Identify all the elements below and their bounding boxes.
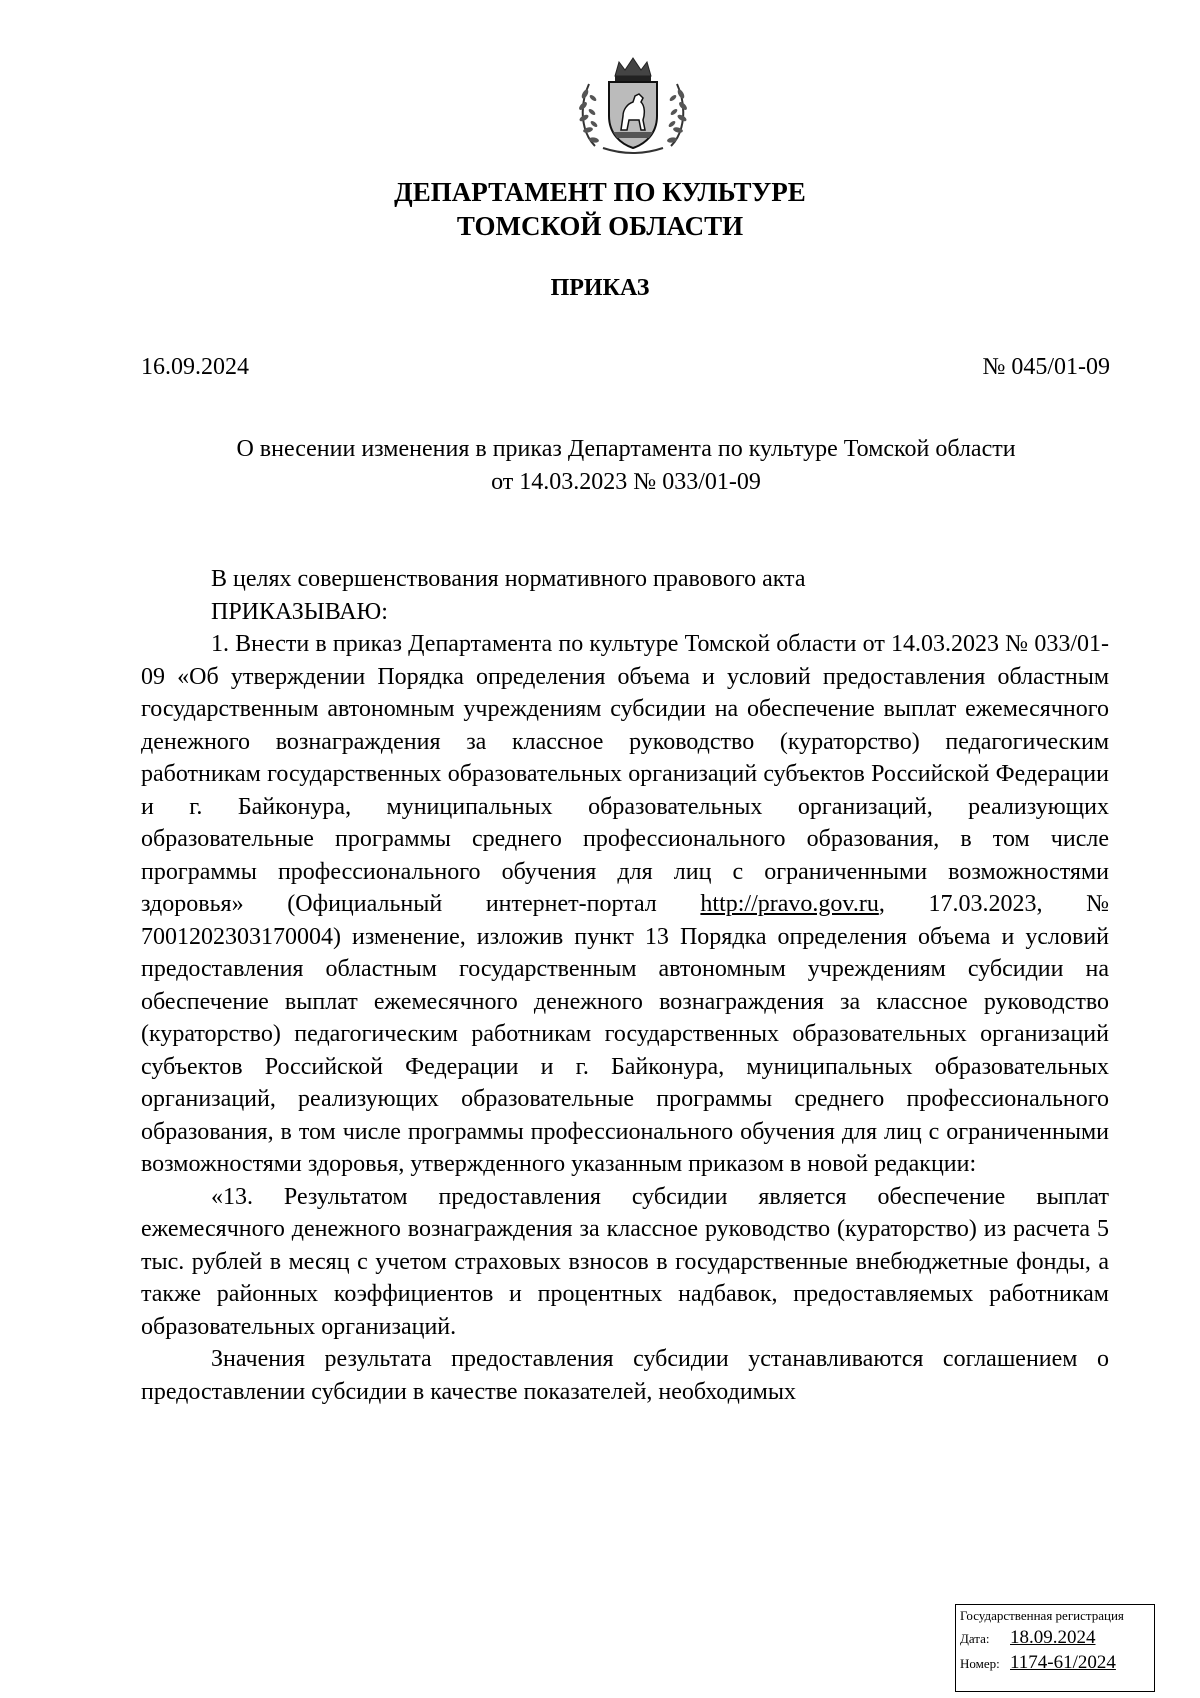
organization-title-line2: ТОМСКОЙ ОБЛАСТИ — [456, 211, 744, 241]
registration-date-value: 18.09.2024 — [1010, 1627, 1096, 1648]
registration-title: Государственная регистрация — [960, 1608, 1124, 1623]
registration-number-row — [960, 1652, 1150, 1674]
document-date: 16.09.2024 — [141, 354, 249, 380]
registration-stamp — [955, 1604, 1155, 1692]
registration-number-value: 1174-61/2024 — [1010, 1652, 1116, 1673]
item-1-text-end: , 17.03.2023, № 7001202303170004) изменение, изложив пункт 13 Порядка определения объема и условий предоставления областным государственным автономным учреждениям субсидии на обеспечение выплат ежемесячного денежного вознаграждения за классное руководство (кураторство) педагогическим работникам государственных образовательных организаций субъектов Российской Федерации и г. Байконура, муниципальных образовательных организаций, реализующих образовательные программы среднего профессионального образования, в том числе программы профессионального обучения для лиц с ограниченными возможностями здоровья, утвержденного указанным приказом в новой редакции: — [141, 891, 1109, 1177]
coat-of-arms-icon — [573, 54, 693, 162]
document-subject — [141, 433, 1111, 499]
item-13-paragraph: «13. Результатом предоставления субсидии является обеспечение выплат ежемесячного денежного вознаграждения за классное руководство (кураторство) из расчета 5 тыс. рублей в месяц с учетом страховых взносов в государственные внебюджетные фонды, а также районных коэффициентов и процентных надбавок, предоставляемых работникам образовательных организаций. — [141, 1183, 1109, 1340]
document-body — [141, 563, 1109, 1408]
item-1-paragraph — [141, 628, 1109, 1181]
purpose-paragraph: В целях совершенствования нормативного правового акта — [211, 566, 806, 592]
values-paragraph: Значения результата предоставления субсидии устанавливаются соглашением о предоставлении субсидии в качестве показателей, необходимых — [141, 1346, 1109, 1405]
registration-date-row — [960, 1627, 1150, 1649]
order-word: ПРИКАЗЫВАЮ: — [211, 598, 388, 625]
item-1-text-start: 1. Внести в приказ Департамента по культуре Томской области от 14.03.2023 № 033/01-09 «Об утверждении Порядка определения объема и условий предоставления областным государственным автономным учреждениям субсидии на обеспечение выплат ежемесячного денежного вознаграждения за классное руководство (кураторство) педагогическим работникам государственных образовательных организаций субъектов Российской Федерации и г. Байконура, муниципальных образовательных организаций, реализующих образовательные программы среднего профессионального образования, в том числе программы профессионального обучения для лиц с ограниченными возможностями здоровья» (Официальный интернет-портал — [141, 631, 1109, 917]
registration-date-label: Дата: — [960, 1631, 990, 1646]
organization-title — [0, 175, 1200, 243]
subject-line2: от 14.03.2023 № 033/01-09 — [491, 469, 761, 495]
subject-line1: О внесении изменения в приказ Департамента по культуре Томской области — [236, 436, 1016, 462]
organization-title-line1: ДЕПАРТАМЕНТ ПО КУЛЬТУРЕ — [394, 177, 806, 207]
document-number: № 045/01-09 — [982, 354, 1110, 380]
document-type: ПРИКАЗ — [550, 275, 650, 301]
pravo-gov-link[interactable]: http://pravo.gov.ru — [700, 891, 879, 917]
registration-number-label: Номер: — [960, 1656, 1000, 1671]
